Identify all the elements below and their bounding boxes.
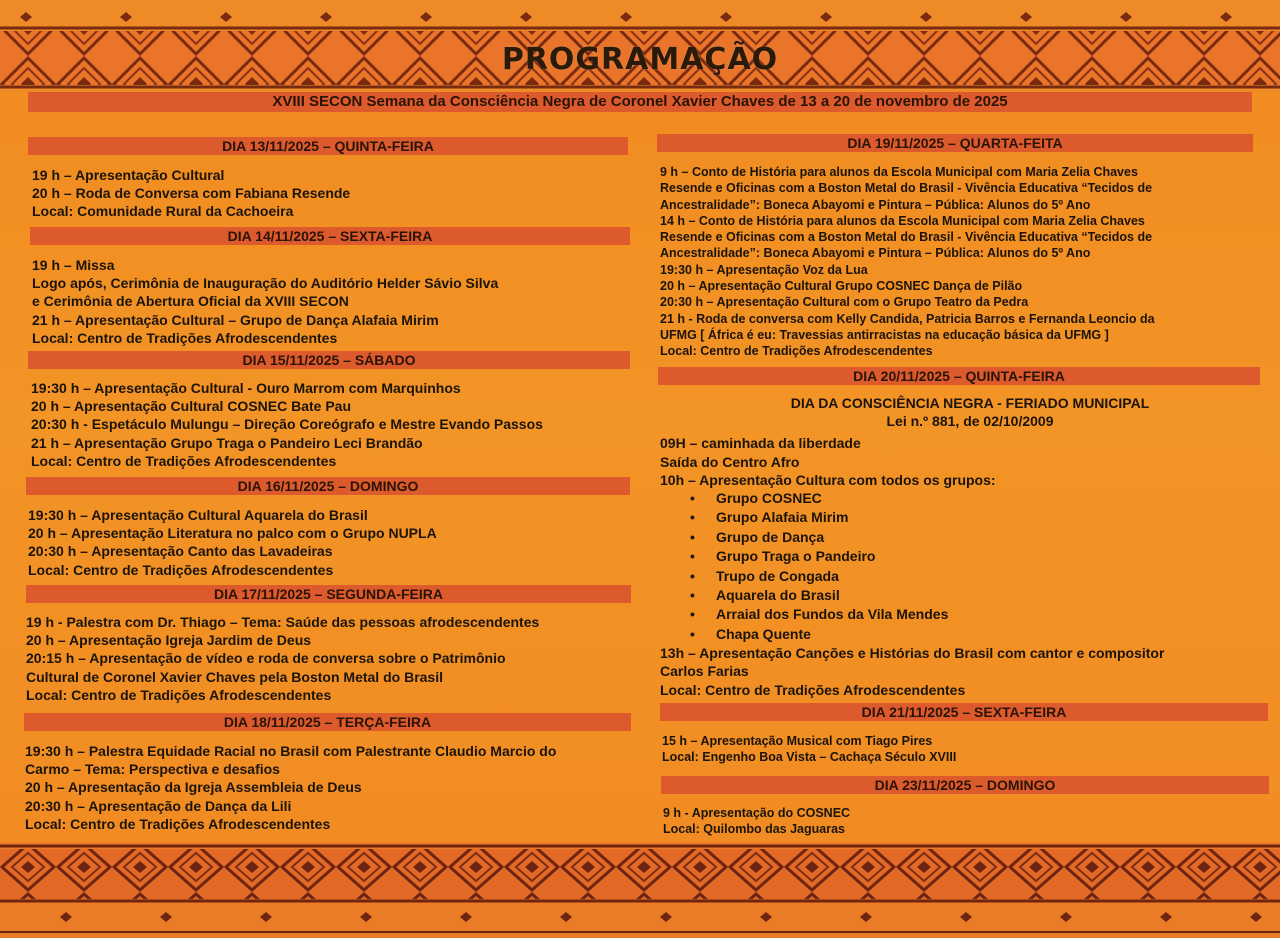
day-13-schedule [32, 166, 350, 221]
groups-list [660, 489, 1240, 644]
schedule-item: 14 h – Conto de História para alunos da Escola Municipal com Maria Zelia Chaves [660, 213, 1145, 228]
schedule-item: 19 h – Missa [32, 257, 115, 273]
bottom-decorative-border [0, 842, 1280, 938]
schedule-item: 19:30 h – Palestra Equidade Racial no Brasil com Palestrante Claudio Marcio do [25, 743, 557, 759]
schedule-item: 19 h – Apresentação Cultural [32, 167, 225, 183]
day-23-schedule [663, 805, 850, 838]
schedule-item: e Cerimônia de Abertura Oficial da XVIII SECON [32, 293, 349, 310]
schedule-item: Carlos Farias [660, 663, 749, 680]
schedule-item: 20:30 h - Espetáculo Mulungu – Direção Coreógrafo e Mestre Evando Passos [31, 416, 543, 433]
day-header-18: DIA 18/11/2025 – TERÇA-FEIRA [24, 713, 631, 731]
group-item: • Grupo COSNEC [690, 489, 1240, 508]
schedule-item: 20 h – Apresentação Cultural Grupo COSNEC Dança de Pilão [660, 279, 1023, 294]
day-header-14: DIA 14/11/2025 – SEXTA-FEIRA [30, 227, 630, 245]
schedule-item: 21 h – Apresentação Cultural – Grupo de Dança Alafaia Mirim [32, 311, 439, 328]
schedule-location: Local: Centro de Tradições Afrodescendentes [26, 686, 332, 703]
schedule-item: Resende e Oficinas com a Boston Metal do Brasil - Vivência Educativa “Tecidos de [660, 230, 1153, 245]
schedule-item: 21 h - Roda de conversa com Kelly Candida, Patricia Barros e Fernanda Leoncio da [660, 311, 1155, 326]
schedule-item: Cultural de Coronel Xavier Chaves pela Boston Metal do Brasil [26, 668, 443, 685]
schedule-location: Local: Centro de Tradições Afrodescendentes [28, 561, 334, 578]
schedule-item: 19:30 h – Apresentação Voz da Lua [660, 262, 868, 277]
group-item: • Grupo Traga o Pandeiro [690, 547, 1240, 566]
day-header-17: DIA 17/11/2025 – SEGUNDA-FEIRA [26, 585, 631, 603]
schedule-item: 9 h – Conto de História para alunos da Escola Municipal com Maria Zelia Chaves [660, 165, 1138, 179]
schedule-item: 19 h - Palestra com Dr. Thiago – Tema: Saúde das pessoas afrodescendentes [26, 614, 540, 630]
schedule-item: Carmo – Tema: Perspectiva e desafios [25, 761, 280, 778]
day-15-schedule [31, 379, 543, 470]
schedule-item: 19:30 h – Apresentação Cultural Aquarela do Brasil [28, 507, 368, 523]
schedule-item: 13h – Apresentação Canções e Histórias do Brasil com cantor e compositor [660, 645, 1165, 662]
schedule-location: Local: Quilombo das Jaguaras [663, 822, 845, 837]
group-item: • Chapa Quente [690, 625, 1240, 644]
day-16-schedule [28, 506, 437, 579]
schedule-item: Ancestralidade”: Boneca Abayomi e Pintura – Pública: Alunos do 5º Ano [660, 246, 1091, 261]
schedule-location: Local: Centro de Tradições Afrodescendentes [25, 815, 331, 832]
day-header-19: DIA 19/11/2025 – QUARTA-FEITA [657, 134, 1253, 152]
day-19-schedule [660, 164, 1155, 360]
schedule-location: Local: Comunidade Rural da Cachoeira [32, 203, 294, 220]
schedule-item: 21 h – Apresentação Grupo Traga o Pandeiro Leci Brandão [31, 434, 423, 451]
group-item: • Aquarela do Brasil [690, 586, 1240, 605]
day-header-15: DIA 15/11/2025 – SÁBADO [28, 351, 630, 369]
day-20-schedule [660, 394, 1240, 699]
schedule-item: 15 h – Apresentação Musical com Tiago Pires [662, 734, 933, 748]
schedule-item: 20:30 h – Apresentação de Dança da Lili [25, 797, 292, 814]
schedule-item: 20 h – Apresentação Igreja Jardim de Deus [26, 632, 312, 649]
schedule-item: 20:30 h – Apresentação Cultural com o Grupo Teatro da Pedra [660, 295, 1029, 310]
schedule-location: Local: Centro de Tradições Afrodescendentes [32, 329, 338, 346]
day-17-schedule [26, 613, 539, 704]
group-item: • Arraial dos Fundos da Vila Mendes [690, 605, 1240, 624]
group-item: • Grupo de Dança [690, 528, 1240, 547]
schedule-location: Local: Centro de Tradições Afrodescendentes [660, 681, 966, 698]
day-header-16: DIA 16/11/2025 – DOMINGO [26, 477, 630, 495]
day-18-schedule [25, 742, 556, 833]
schedule-item: 20 h – Apresentação Literatura no palco com o Grupo NUPLA [28, 525, 437, 542]
schedule-item: 09H – caminhada da liberdade [660, 435, 861, 452]
group-item: • Grupo Alafaia Mirim [690, 508, 1240, 527]
day-header-23: DIA 23/11/2025 – DOMINGO [661, 776, 1269, 794]
day-header-20: DIA 20/11/2025 – QUINTA-FEIRA [658, 367, 1260, 385]
holiday-headline: DIA DA CONSCIÊNCIA NEGRA - FERIADO MUNICIPAL [790, 395, 1150, 411]
schedule-item: UFMG [ África é eu: Travessias antirracistas na educação básica da UFMG ] [660, 327, 1109, 342]
schedule-item: Saída do Centro Afro [660, 453, 800, 470]
schedule-location: Local: Centro de Tradições Afrodescendentes [31, 452, 337, 469]
day-header-21: DIA 21/11/2025 – SEXTA-FEIRA [660, 703, 1268, 721]
schedule-item: 19:30 h – Apresentação Cultural - Ouro Marrom com Marquinhos [31, 380, 461, 396]
schedule-item: 20 h – Apresentação da Igreja Assembleia de Deus [25, 779, 362, 796]
schedule-item: 20:30 h – Apresentação Canto das Lavadeiras [28, 543, 333, 560]
schedule-location: Local: Engenho Boa Vista – Cachaça Século XVIII [662, 750, 957, 765]
schedule-location: Local: Centro de Tradições Afrodescendentes [660, 344, 933, 359]
law-reference: Lei n.º 881, de 02/10/2009 [886, 413, 1054, 430]
schedule-item: 9 h - Apresentação do COSNEC [663, 806, 851, 820]
day-header-13: DIA 13/11/2025 – QUINTA-FEIRA [28, 137, 628, 155]
schedule-item: Resende e Oficinas com a Boston Metal do Brasil - Vivência Educativa “Tecidos de [660, 181, 1153, 196]
event-subtitle: XVIII SECON Semana da Consciência Negra de Coronel Xavier Chaves de 13 a 20 de novembro de 2025 [28, 92, 1252, 112]
day-14-schedule [32, 256, 498, 347]
page-title: PROGRAMAÇÃO [501, 42, 779, 77]
schedule-item: 10h – Apresentação Cultura com todos os grupos: [660, 471, 996, 488]
schedule-item: Logo após, Cerimônia de Inauguração do Auditório Helder Sávio Silva [32, 275, 499, 292]
schedule-item: 20:15 h – Apresentação de vídeo e roda de conversa sobre o Patrimônio [26, 650, 506, 667]
schedule-item: Ancestralidade”: Boneca Abayomi e Pintura – Pública: Alunos do 5º Ano [660, 197, 1091, 212]
schedule-item: 20 h – Roda de Conversa com Fabiana Resende [32, 185, 351, 202]
group-item: • Trupo de Congada [690, 567, 1240, 586]
day-21-schedule [662, 733, 956, 766]
schedule-item: 20 h – Apresentação Cultural COSNEC Bate Pau [31, 398, 352, 415]
